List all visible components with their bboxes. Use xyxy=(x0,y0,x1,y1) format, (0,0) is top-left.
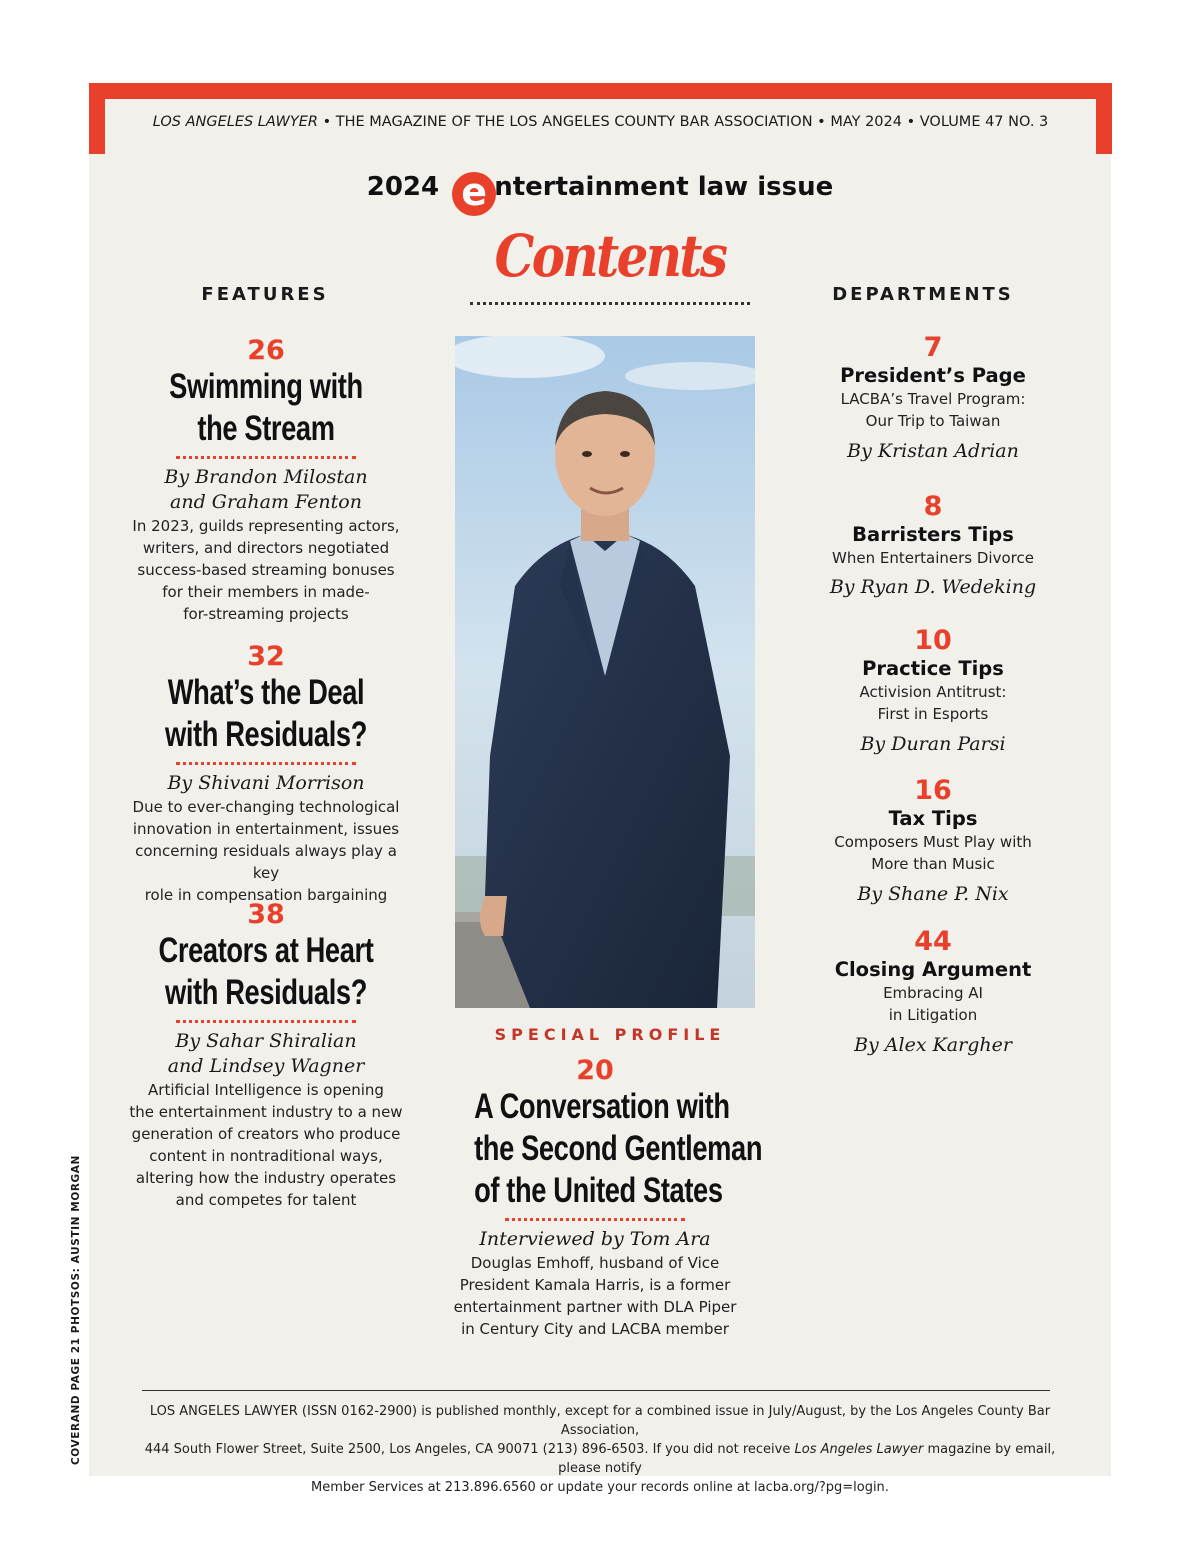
feature-dotted-rule xyxy=(176,1020,356,1023)
department-title: Closing Argument xyxy=(834,957,1032,981)
department-subtitle-line: More than Music xyxy=(871,855,995,874)
feature-blurb-line: for-streaming projects xyxy=(183,604,349,623)
department-byline: By Alex Kargher xyxy=(854,1033,1012,1056)
red-frame-top xyxy=(89,83,1112,99)
department-byline: By Ryan D. Wedeking xyxy=(829,576,1037,599)
feature-title-line: What’s the Deal xyxy=(167,672,365,712)
department-title: Barristers Tips xyxy=(852,522,1014,546)
feature-dotted-rule xyxy=(176,762,356,765)
feature-blurb-line: content in nontraditional ways, xyxy=(149,1146,383,1165)
photo-credit: COVERAND PAGE 21 PHOTSOS: AUSTIN MORGAN xyxy=(70,1155,82,1465)
publication-notice xyxy=(130,1402,1070,1497)
feature-blurb-line: generation of creators who produce xyxy=(131,1124,401,1143)
notice-text: magazine by email, please notify xyxy=(558,1442,1056,1476)
feature-article-1[interactable] xyxy=(126,336,406,625)
department-page-number: 44 xyxy=(914,926,952,957)
special-profile-byline: Interviewed by Tom Ara xyxy=(479,1227,711,1250)
footer-rule xyxy=(142,1390,1050,1391)
feature-article-3[interactable] xyxy=(126,900,406,1211)
department-title: President’s Page xyxy=(840,363,1026,387)
feature-blurb-line: In 2023, guilds representing actors, xyxy=(132,516,400,535)
feature-byline: By Sahar Shiralian xyxy=(175,1029,357,1052)
feature-title-line: the Stream xyxy=(197,408,335,448)
contents-dotted-rule xyxy=(470,302,750,305)
department-page-number: 8 xyxy=(923,491,943,522)
feature-blurb-line: role in compensation bargaining xyxy=(144,885,388,904)
masthead-details: • THE MAGAZINE OF THE LOS ANGELES COUNTY BAR ASSOCIATION • MAY 2024 • VOLUME 47 NO. 3 xyxy=(317,114,1049,130)
feature-article-2[interactable] xyxy=(126,642,406,906)
department-presidents-page[interactable] xyxy=(803,333,1063,466)
departments-label: DEPARTMENTS xyxy=(832,284,1014,305)
feature-title-line: with Residuals? xyxy=(165,972,367,1012)
red-frame-left xyxy=(89,83,105,154)
feature-byline: By Shivani Morrison xyxy=(167,771,365,794)
special-profile-label: SPECIAL PROFILE xyxy=(494,1025,726,1044)
special-profile-title-line: A Conversation with xyxy=(474,1086,730,1126)
department-subtitle-line: Our Trip to Taiwan xyxy=(865,412,1001,431)
feature-blurb-line: for their members in made- xyxy=(162,582,370,601)
feature-byline: and Graham Fenton xyxy=(170,490,362,513)
special-profile-blurb-line: Douglas Emhoff, husband of Vice xyxy=(470,1253,720,1272)
masthead xyxy=(105,114,1096,130)
feature-page-number: 32 xyxy=(247,641,285,672)
department-title: Practice Tips xyxy=(862,656,1004,680)
cover-portrait-photo xyxy=(455,336,755,1008)
department-byline: By Duran Parsi xyxy=(860,732,1006,755)
entertainment-e-logo-icon: e xyxy=(452,172,496,216)
department-subtitle-line: When Entertainers Divorce xyxy=(832,548,1034,567)
department-subtitle-line: Composers Must Play with xyxy=(834,832,1032,851)
feature-title-line: with Residuals? xyxy=(165,714,367,754)
red-frame-right xyxy=(1096,83,1112,154)
feature-byline: By Brandon Milostan xyxy=(164,465,368,488)
feature-title-line: Creators at Heart xyxy=(158,930,374,970)
issue-year: 2024 xyxy=(366,172,440,202)
publication-notice-line-2 xyxy=(130,1440,1070,1478)
portrait-illustration xyxy=(455,336,755,1008)
issue-title xyxy=(300,172,900,216)
department-byline: By Shane P. Nix xyxy=(857,882,1009,905)
feature-blurb-line: the entertainment industry to a new xyxy=(129,1102,403,1121)
masthead-magazine-name: LOS ANGELES LAWYER xyxy=(152,114,318,130)
feature-page-number: 38 xyxy=(247,899,285,930)
department-barristers-tips[interactable] xyxy=(803,492,1063,602)
publication-notice-line-1: LOS ANGELES LAWYER (ISSN 0162-2900) is published monthly, except for a combined issue in July/August, by the Los Angeles County Bar Association, xyxy=(149,1404,1051,1438)
department-subtitle-line: in Litigation xyxy=(888,1006,978,1025)
department-page-number: 10 xyxy=(914,625,952,656)
publication-notice-line-3: Member Services at 213.896.6560 or update your records online at lacba.org/?pg=login. xyxy=(311,1480,889,1495)
special-profile-article[interactable] xyxy=(440,1055,763,1340)
feature-byline: and Lindsey Wagner xyxy=(167,1054,365,1077)
feature-blurb-line: Due to ever-changing technological xyxy=(132,797,400,816)
department-subtitle-line: First in Esports xyxy=(877,705,989,724)
special-profile-page-number: 20 xyxy=(576,1055,614,1086)
special-profile-blurb-line: entertainment partner with DLA Piper xyxy=(453,1297,737,1316)
feature-blurb-line: writers, and directors negotiated xyxy=(142,538,390,557)
department-subtitle-line: Activision Antitrust: xyxy=(859,682,1007,701)
feature-dotted-rule xyxy=(176,456,356,459)
feature-blurb-line: and competes for talent xyxy=(175,1190,357,1209)
special-profile-blurb-line: President Kamala Harris, is a former xyxy=(459,1275,731,1294)
special-profile-blurb-line: in Century City and LACBA member xyxy=(461,1319,729,1338)
feature-blurb-line: innovation in entertainment, issues xyxy=(132,819,400,838)
issue-title-text: ntertainment law issue xyxy=(494,172,834,202)
department-byline: By Kristan Adrian xyxy=(847,439,1019,462)
contents-heading: Contents xyxy=(494,222,726,290)
feature-blurb-line: success-based streaming bonuses xyxy=(137,560,395,579)
special-profile-title-line: of the United States xyxy=(474,1170,723,1210)
notice-text: 444 South Flower Street, Suite 2500, Los Angeles, CA 90071 (213) 896-6503. If you did not receive xyxy=(144,1442,795,1457)
department-subtitle-line: Embracing AI xyxy=(883,983,983,1002)
feature-page-number: 26 xyxy=(247,335,285,366)
special-profile-dotted-rule xyxy=(505,1218,685,1221)
department-page-number: 16 xyxy=(914,775,952,806)
feature-blurb-line: concerning residuals always play a key xyxy=(135,841,397,882)
department-practice-tips[interactable] xyxy=(803,626,1063,759)
feature-title-line: Swimming with xyxy=(169,366,363,406)
department-tax-tips[interactable] xyxy=(803,776,1063,909)
feature-blurb-line: Artificial Intelligence is opening xyxy=(148,1080,384,1099)
notice-magazine-name: Los Angeles Lawyer xyxy=(794,1442,924,1457)
department-subtitle-line: LACBA’s Travel Program: xyxy=(840,389,1026,408)
department-closing-argument[interactable] xyxy=(803,927,1063,1060)
special-profile-title-line: the Second Gentleman xyxy=(474,1128,763,1168)
department-title: Tax Tips xyxy=(888,806,978,830)
features-label: FEATURES xyxy=(201,284,329,305)
feature-blurb-line: altering how the industry operates xyxy=(135,1168,397,1187)
department-page-number: 7 xyxy=(923,332,943,363)
